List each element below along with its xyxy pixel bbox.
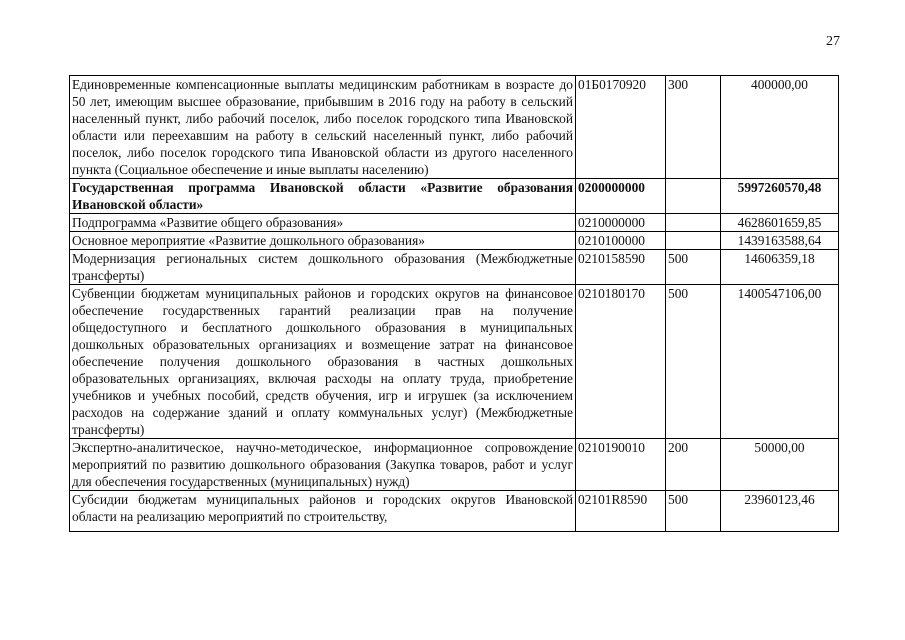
budget-table [69,75,839,532]
table-row [70,179,839,214]
row-code: 0210180170 [576,285,666,439]
row-name: Государственная программа Ивановской области «Развитие образования Ивановской области» [70,179,576,214]
row-amount: 5997260570,48 [721,179,839,214]
row-name: Подпрограмма «Развитие общего образования» [70,214,576,232]
row-code: 0210190010 [576,439,666,491]
row-name: Модернизация региональных систем дошкольного образования (Межбюджетные трансферты) [70,250,576,285]
row-type: 500 [666,250,721,285]
row-amount: 23960123,46 [721,491,839,532]
row-name: Единовременные компенсационные выплаты медицинским работникам в возрасте до 50 лет, имеющим высшее образование, прибывшим в 2016 году на работу в сельский населенный пункт, либо рабочий поселок, либо поселок городского типа Ивановской области или переехавшим на работу в сельский населенный пункт, либо рабочий поселок, либо поселок городского типа Ивановской области из другого населенного пункта (Социальное обеспечение и иные выплаты населению) [70,76,576,179]
row-code: 0200000000 [576,179,666,214]
row-amount: 1400547106,00 [721,285,839,439]
table-row [70,491,839,532]
row-code: 01Б0170920 [576,76,666,179]
row-name: Субсидии бюджетам муниципальных районов и городских округов Ивановской области на реализацию мероприятий по строительству, [70,491,576,532]
row-code: 0210100000 [576,232,666,250]
row-type: 500 [666,491,721,532]
table-row [70,232,839,250]
page-number: 27 [826,34,840,49]
table-row [70,214,839,232]
table-row [70,439,839,491]
row-type: 200 [666,439,721,491]
row-code: 02101R8590 [576,491,666,532]
row-type [666,214,721,232]
row-amount: 400000,00 [721,76,839,179]
row-name: Субвенции бюджетам муниципальных районов и городских округов на финансовое обеспечение государственных гарантий реализации прав на получение общедоступного и бесплатного дошкольного образования в муниципальных дошкольных образовательных организациях и возмещение затрат на финансовое обеспечение получения дошкольного образования в частных дошкольных образовательных организациях, включая расходы на оплату труда, приобретение учебников и учебных пособий, средств обучения, игр и игрушек (за исключением расходов на содержание зданий и оплату коммунальных услуг) (Межбюджетные трансферты) [70,285,576,439]
row-amount: 50000,00 [721,439,839,491]
row-type: 300 [666,76,721,179]
row-name: Экспертно-аналитическое, научно-методическое, информационное сопровождение мероприятий по развитию дошкольного образования (Закупка товаров, работ и услуг для обеспечения государственных (муниципальных) нужд) [70,439,576,491]
row-code: 0210158590 [576,250,666,285]
row-name: Основное мероприятие «Развитие дошкольного образования» [70,232,576,250]
row-type: 500 [666,285,721,439]
row-code: 0210000000 [576,214,666,232]
row-type [666,232,721,250]
row-type [666,179,721,214]
table-row [70,285,839,439]
row-amount: 4628601659,85 [721,214,839,232]
row-amount: 1439163588,64 [721,232,839,250]
table-row [70,250,839,285]
row-amount: 14606359,18 [721,250,839,285]
table-row [70,76,839,179]
